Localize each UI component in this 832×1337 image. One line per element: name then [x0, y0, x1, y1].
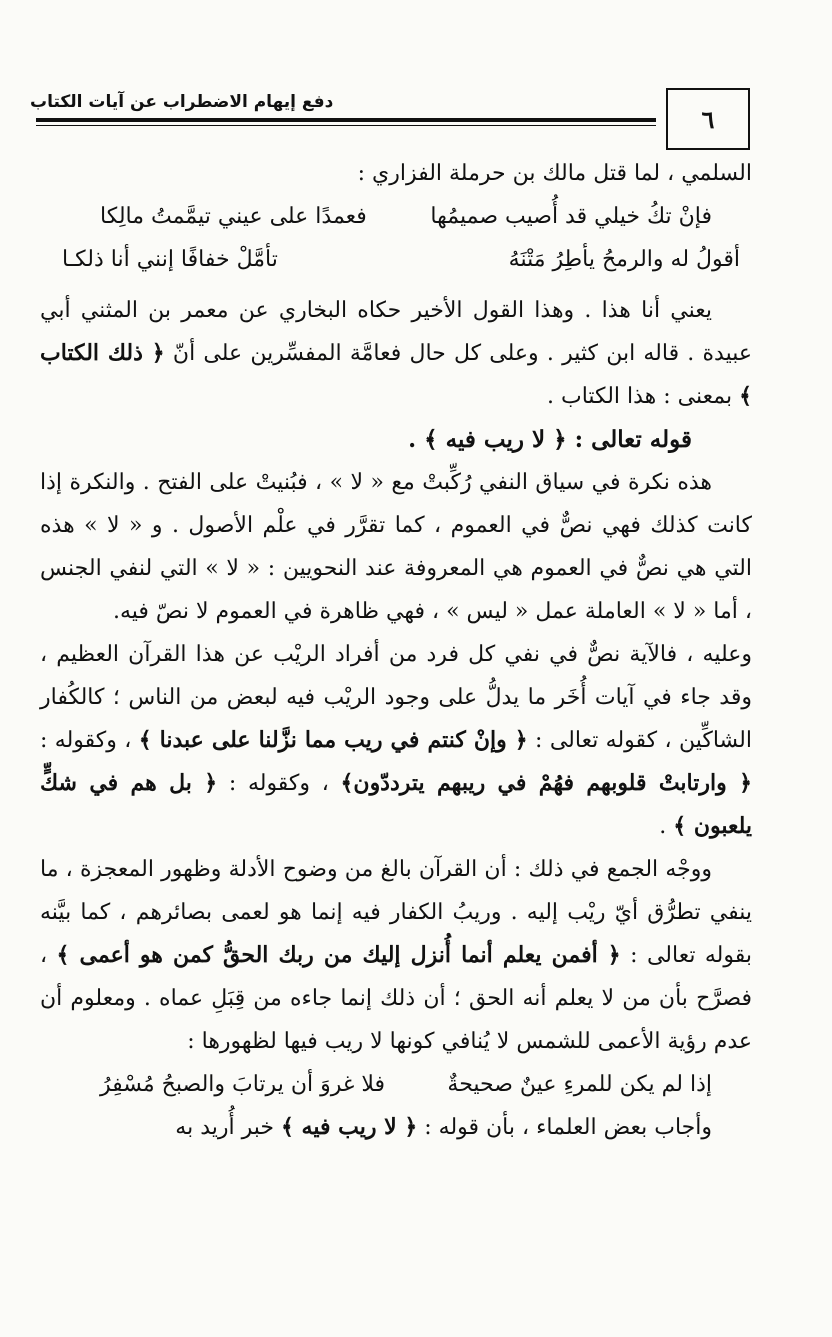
paragraph-4-text-2: ، فصرَّح بأن من لا يعلم أنه الحق ؛ أن ذلك إنما جاءه من قِبَلِ عماه . ومعلوم أن عدم رؤية الأعمى للشمس لا يُنافي كونها لا ريب فيها لظهورها : [40, 943, 752, 1054]
paragraph-3-text-3: ، وكقوله : [217, 771, 341, 796]
intro-line: السلمي ، لما قتل مالك بن حرملة الفزاري : [357, 161, 752, 186]
paragraph-5 [40, 1106, 752, 1149]
verse-1-first-hemistich: فإنْ تكُ خيلي قد أُصيب صميمُها [430, 204, 712, 229]
verse-3-first-hemistich: إذا لم يكن للمرءِ عينٌ صحيحةٌ [447, 1072, 712, 1097]
verse-1-second-hemistich: فعمدًا على عيني تيمَّمتُ مالِكا [100, 204, 367, 229]
quran-quote: ﴿ بل هم في شكٍّ يلعبون ﴾ [40, 770, 752, 839]
paragraph-1-end: بمعنى : هذا الكتاب . [547, 384, 740, 409]
quran-quote: ﴿ لا ريب فيه ﴾ [280, 1114, 418, 1140]
verse-3-second-hemistich: فلا غروَ أن يرتابَ والصبحُ مُسْفِرُ [100, 1072, 385, 1097]
paragraph-1-text: يعني أنا هذا . وهذا القول الأخير حكاه البخاري عن معمر بن المثني أبي عبيدة . قاله ابن كثير . وعلى كل حال فعامَّة المفسِّرين على أنّ [40, 298, 752, 366]
quran-quote: ﴿ وإنْ كنتم في ريب مما نزَّلنا على عبدنا ﴾ [138, 727, 528, 753]
page-number: ٦ [701, 104, 715, 134]
paragraph-2: هذه نكرة في سياق النفي رُكِّبتْ مع « لا » ، فبُنيتْ على الفتح . والنكرة إذا كانت كذلك فهي نصٌّ في العموم ، كما تقرَّر في علْم الأصول . و « لا » هذه التي هي نصٌّ في العموم هي المعروفة عند النحويين : « لا » التي لنفي الجنس ، أما « لا » العاملة عمل « ليس » ، فهي ظاهرة في العموم لا نصّ فيه. [40, 470, 752, 624]
paragraph-3-text-4: . [659, 814, 674, 839]
header-rule-thick [36, 118, 656, 122]
poem-verse-2 [40, 238, 752, 281]
quran-quote: ﴿ أفمن يعلم أنما أُنزل إليك من ربك الحقُّ كمن هو أعمى ﴾ [56, 942, 621, 968]
verse-2-first-hemistich: أقولُ له والرمحُ يأطِرُ مَتْنَهُ [508, 247, 740, 272]
paragraph-3-text-2: ، وكقوله : [40, 728, 139, 753]
paragraph-3 [40, 633, 752, 848]
body-text [40, 152, 752, 1149]
paragraph-4-text-1: ووجْه الجمع في ذلك : أن القرآن بالغ من وضوح الأدلة وظهور المعجزة ، ما ينفي تطرُّق أيّ ريْب إليه . وريبُ الكفار فيه إنما هو لعمى بصائرهم ، كما بيَّنه بقوله تعالى : [40, 857, 752, 968]
paragraph-5-text-2: خبر أُريد به [175, 1115, 281, 1140]
paragraph-4 [40, 848, 752, 1063]
header-rule-thin [36, 125, 656, 126]
paragraph-1 [40, 289, 752, 418]
verse-2-second-hemistich: تأمَّلْ خفافًا إنني أنا ذلكـا [62, 247, 278, 272]
paragraph-5-text-1: وأجاب بعض العلماء ، بأن قوله : [417, 1115, 712, 1140]
poem-verse-1 [40, 195, 752, 238]
section-heading: قوله تعالى : ﴿ لا ريب فيه ﴾ . [408, 426, 692, 453]
quran-quote: ﴿ وارتابتْ قلوبهم فهُمْ في ريبهم يترددّون﴾ [340, 770, 752, 796]
paragraph-3-text-1: وعليه ، فالآية نصٌّ في نفي كل فرد من أفراد الريْب عن هذا القرآن العظيم ، وقد جاء في آيات أُخَر ما يدلُّ على وجود الريْب فيه لبعض من الناس ؛ كالكُفار الشاكِّين ، كقوله تعالى : [40, 642, 752, 753]
quran-quote: ﴿ ذلك الكتاب ﴾ [40, 340, 752, 409]
poem-verse-3 [40, 1063, 752, 1106]
running-header-title: دفع إيهام الاضطراب عن آيات الكتاب [30, 92, 334, 112]
page-number-box [666, 88, 750, 150]
